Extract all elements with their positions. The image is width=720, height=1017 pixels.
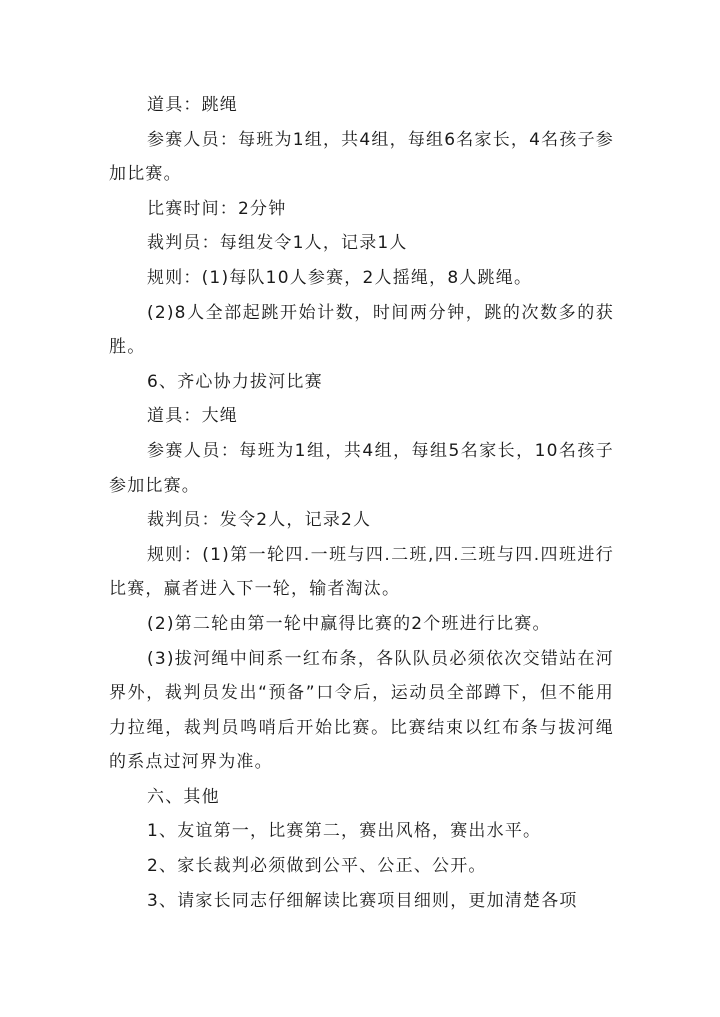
paragraph-match-time: 比赛时间：2分钟 — [147, 198, 287, 219]
paragraph-participants-tug-of-war: 参赛人员：每班为1组，共4组，每组5名家长，10名孩子参加比赛。 — [109, 440, 614, 496]
paragraph-props-jump-rope: 道具：跳绳 — [147, 95, 238, 115]
paragraph-tug-of-war-heading: 6、齐心协力拔河比赛 — [147, 371, 323, 392]
paragraph-rules-tug-of-war-1: 规则：(1)第一轮四.一班与四.二班,四.三班与四.四班进行比赛，赢者进入下一轮，输者淘汰。 — [109, 544, 614, 600]
paragraph-rules-tug-of-war-2: (2)第二轮由第一轮中赢得比赛的2个班进行比赛。 — [147, 613, 551, 634]
paragraph-rules-tug-of-war-3: (3)拔河绳中间系一红布条，各队队员必须依次交错站在河界外，裁判员发出“预备”口令后，运动员全部蹲下，但不能用力拉绳，裁判员鸣哨后开始比赛。比赛结束以红布条与拔河绳的系点过河界为准。 — [109, 648, 614, 773]
paragraph-referees-tug-of-war: 裁判员：发令2人，记录2人 — [147, 510, 372, 531]
paragraph-other-item-3: 3、请家长同志仔细解读比赛项目细则，更加清楚各项 — [147, 890, 578, 911]
paragraph-section-other-heading: 六、其他 — [147, 786, 220, 807]
paragraph-rules-jump-rope-2: (2)8人全部起跳开始计数，时间两分钟，跳的次数多的获胜。 — [109, 302, 614, 358]
document-body — [109, 88, 614, 918]
paragraph-participants-jump-rope: 参赛人员：每班为1组，共4组，每组6名家长，4名孩子参加比赛。 — [109, 129, 614, 185]
paragraph-other-item-2: 2、家长裁判必须做到公平、公正、公开。 — [147, 856, 487, 877]
paragraph-referees-jump-rope: 裁判员：每组发令1人，记录1人 — [147, 233, 408, 254]
paragraph-other-item-1: 1、友谊第一，比赛第二，赛出风格，赛出水平。 — [147, 821, 542, 842]
paragraph-rules-jump-rope-1: 规则：(1)每队10人参赛，2人摇绳，8人跳绳。 — [147, 267, 533, 288]
paragraph-props-rope: 道具：大绳 — [147, 406, 238, 427]
